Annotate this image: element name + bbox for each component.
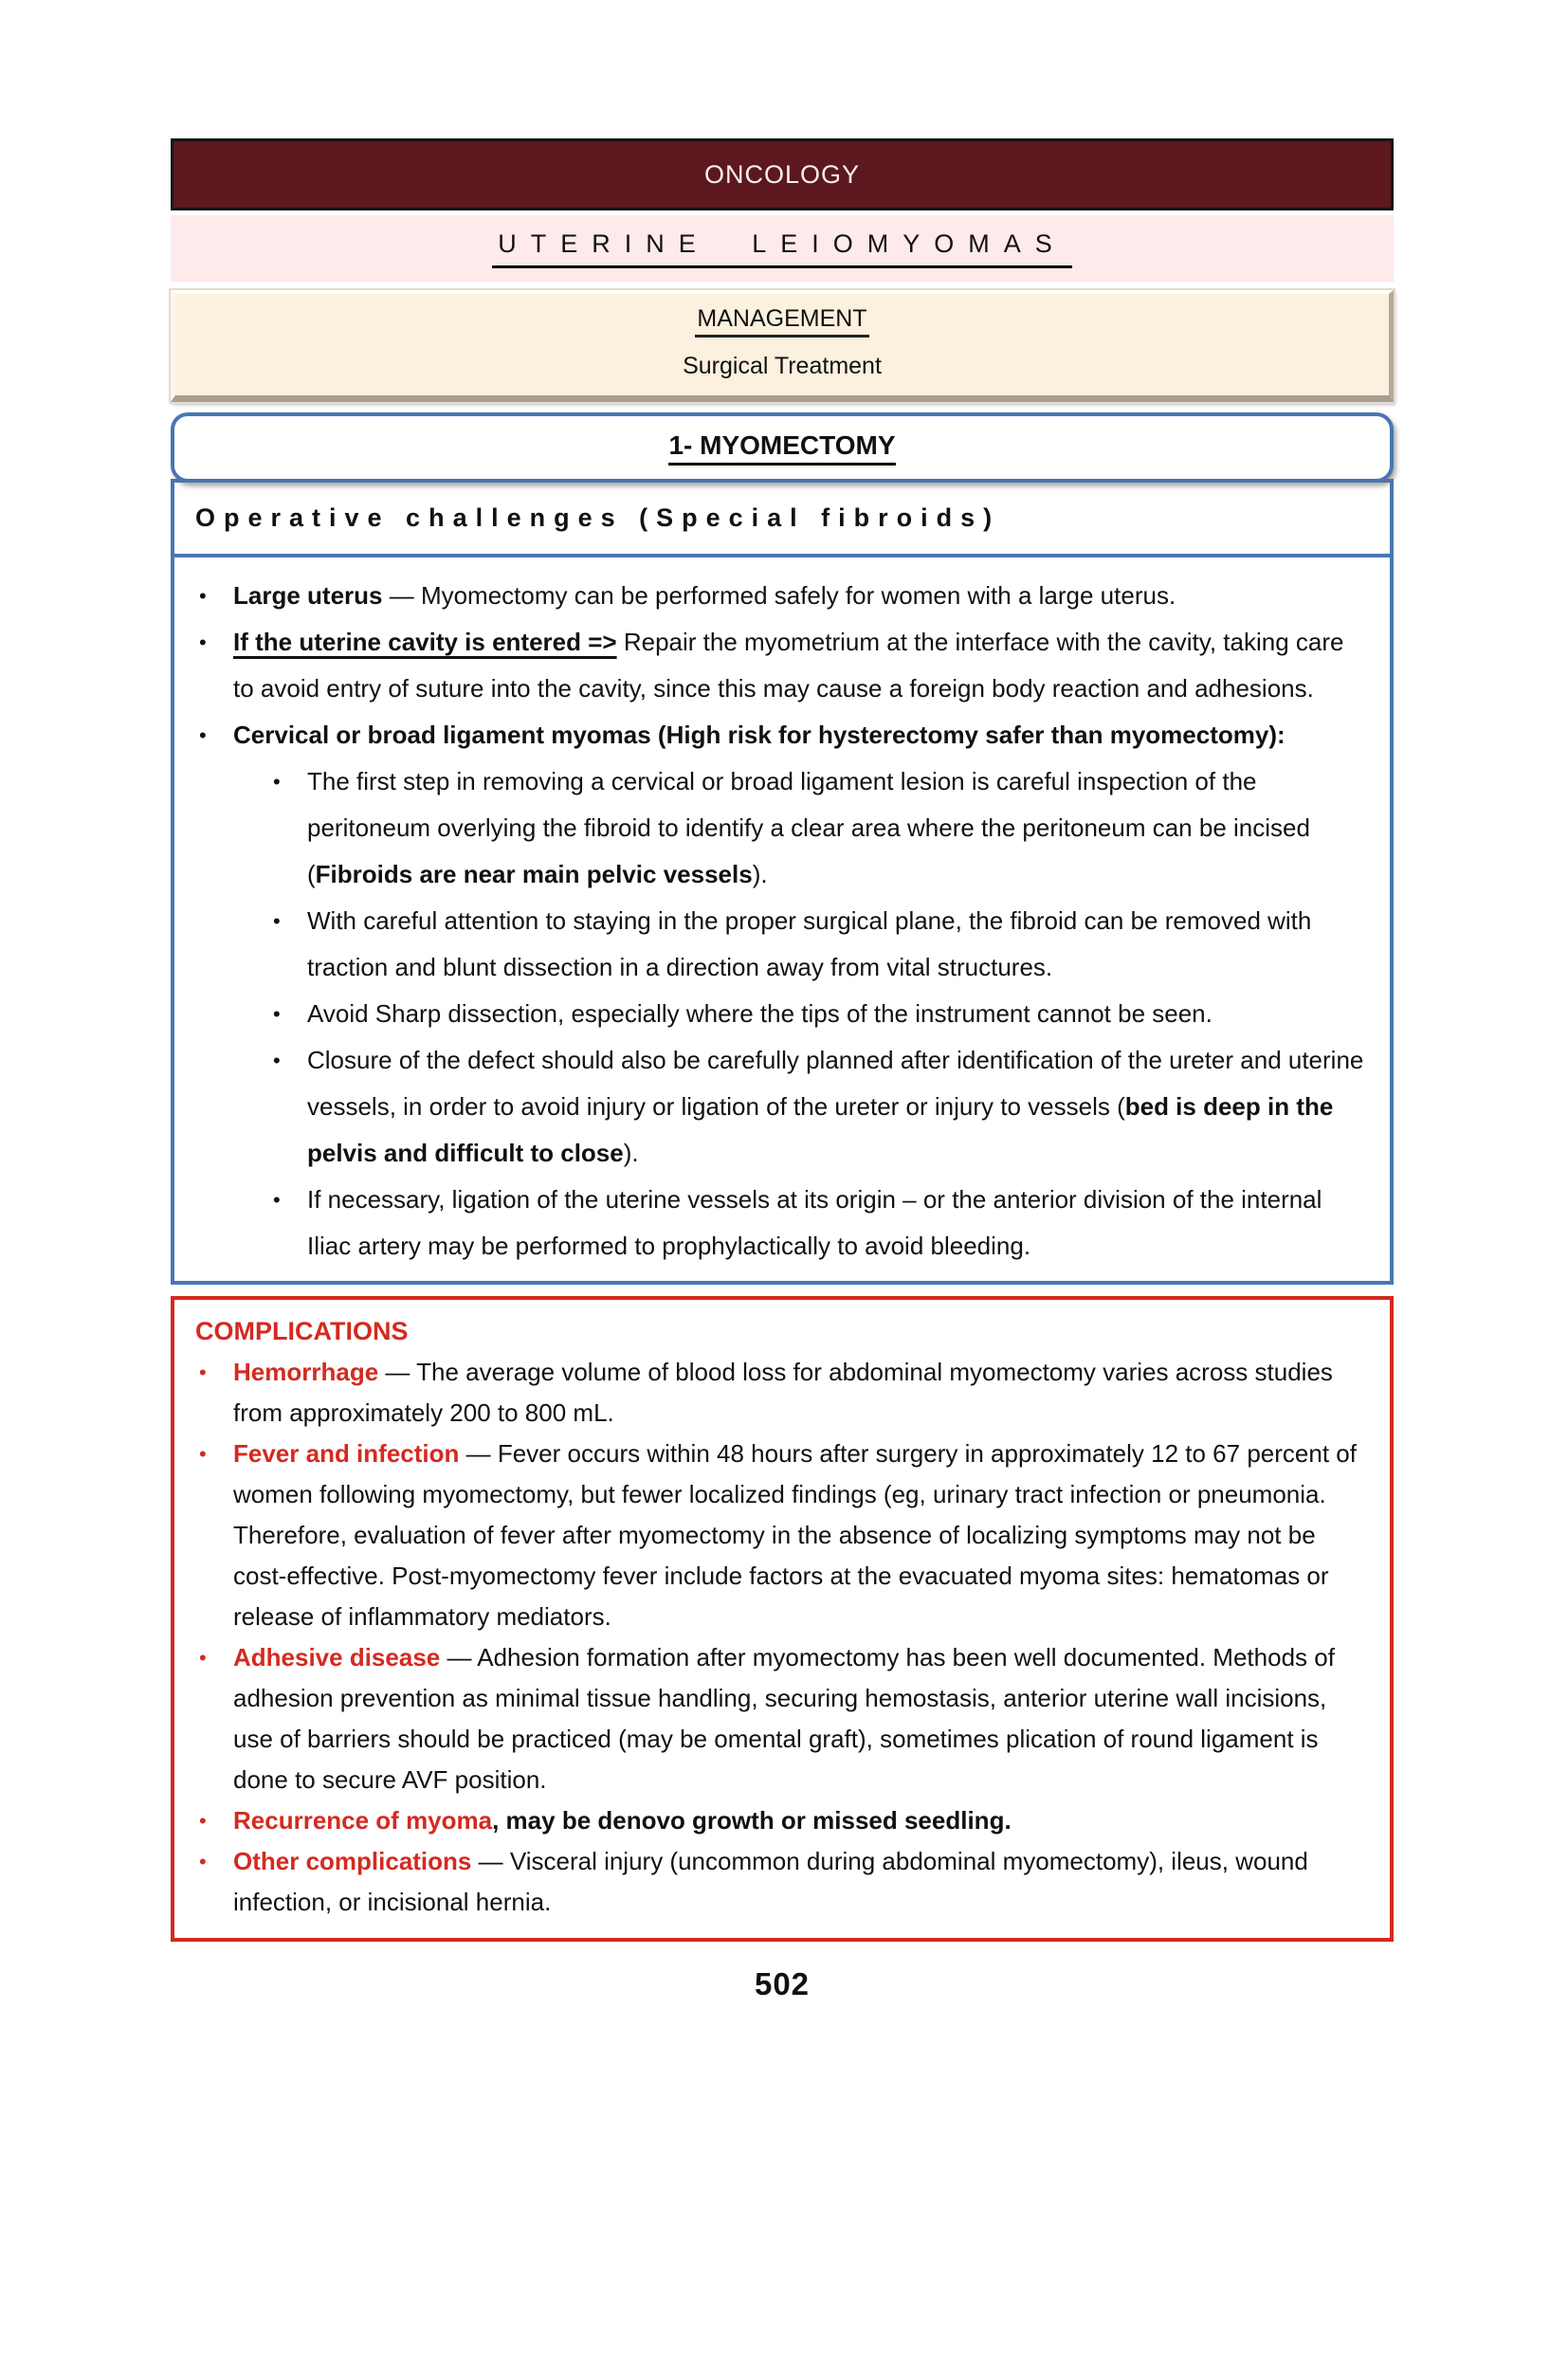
list-item-text: Cervical or broad ligament myomas (High risk for hysterectomy safer than myomectomy): (233, 721, 1285, 749)
list-item (269, 1037, 1369, 1177)
complications-heading: COMPLICATIONS (195, 1317, 409, 1345)
list-item (195, 1637, 1369, 1800)
subsection-title: Surgical Treatment (683, 353, 882, 379)
management-box (171, 290, 1394, 402)
section-title: MANAGEMENT (695, 305, 868, 338)
list-item-text: Large uterus — Myomectomy can be performed safely for women with a large uterus. (233, 581, 1176, 610)
bullet-icon: • (273, 770, 281, 794)
list-item-text: Avoid Sharp dissection, especially where the tips of the instrument cannot be seen. (307, 999, 1212, 1028)
bullet-icon: • (273, 1002, 281, 1026)
category-title: ONCOLOGY (703, 159, 861, 189)
list-item-text: Closure of the defect should also be carefully planned after identification of the ureter and uterine vessels, in order to avoid injury or ligation of the ureter or injury to vessels (bed is deep in the pelvis and difficult to close). (307, 1046, 1364, 1167)
list-item-text: With careful attention to staying in the proper surgical plane, the fibroid can be removed with traction and blunt dissection in a direction away from vital structures. (307, 906, 1312, 981)
list-item (269, 991, 1369, 1037)
myomectomy-heading: 1- MYOMECTOMY (668, 430, 895, 466)
list-item (195, 1352, 1369, 1434)
myomectomy-heading-box (171, 412, 1394, 483)
list-item-text: The first step in removing a cervical or broad ligament lesion is careful inspection of the peritoneum overlying the fibroid to identify a clear area where the peritoneum can be incised (Fibroids are near main pelvic vessels). (307, 767, 1310, 888)
bullet-icon: • (273, 1188, 281, 1212)
list-item (195, 573, 1369, 619)
list-item (195, 1800, 1369, 1841)
bullet-icon: • (199, 1850, 207, 1873)
complications-list (195, 1352, 1369, 1923)
operative-challenges-box (171, 479, 1394, 557)
list-item (195, 1434, 1369, 1637)
bullet-icon: • (199, 1809, 207, 1833)
topic-title: UTERINE LEIOMYOMAS (492, 229, 1072, 268)
bullet-icon: • (199, 1361, 207, 1384)
bullet-icon: • (199, 1442, 207, 1466)
category-header-bar (171, 138, 1394, 210)
list-item (269, 1177, 1369, 1269)
list-item-text: Hemorrhage — The average volume of blood loss for abdominal myomectomy varies across studies from approximately 200 to 800 mL. (233, 1358, 1333, 1427)
list-item-text: Recurrence of myoma, may be denovo growth or missed seedling. (233, 1806, 1012, 1835)
bullet-icon: • (199, 723, 207, 747)
operative-challenges-content-box (171, 554, 1394, 1285)
operative-challenges-heading: Operative challenges (Special fibroids) (195, 503, 1001, 532)
complications-box (171, 1296, 1394, 1942)
list-item (195, 712, 1369, 758)
list-item-text: If the uterine cavity is entered => Repair the myometrium at the interface with the cavity, taking care to avoid entry of suture into the cavity, since this may cause a foreign body reaction and adhesions. (233, 628, 1344, 703)
bullet-icon: • (273, 909, 281, 933)
list-item-text: If necessary, ligation of the uterine vessels at its origin – or the anterior division of the internal Iliac artery may be performed to prophylactically to avoid bleeding. (307, 1185, 1322, 1260)
list-item-text: Fever and infection — Fever occurs within 48 hours after surgery in approximately 12 to 67 percent of women following myomectomy, but fewer localized findings (eg, urinary tract infection or pneumonia. Therefore, evaluation of fever after myomectomy in the absence of localizing symptoms may not be cost-effective. Post-myomectomy fever include factors at the evacuated myoma sites: hematomas or release of inflammatory mediators. (233, 1439, 1357, 1631)
list-item (195, 1841, 1369, 1923)
list-item (269, 898, 1369, 991)
document-page (171, 138, 1394, 2002)
topic-band (171, 215, 1394, 282)
bullet-icon: • (273, 1049, 281, 1072)
page-number: 502 (754, 1966, 811, 2001)
list-item-text: Adhesive disease — Adhesion formation after myomectomy has been well documented. Methods of adhesion prevention as minimal tissue handling, securing hemostasis, anterior uterine wall incisions, use of barriers should be practiced (may be omental graft), sometimes plication of round ligament is done to secure AVF position. (233, 1643, 1335, 1794)
list-item-text: Other complications — Visceral injury (uncommon during abdominal myomectomy), ileus, wound infection, or incisional hernia. (233, 1847, 1308, 1916)
bullet-icon: • (199, 1646, 207, 1670)
list-item (195, 619, 1369, 712)
bullet-icon: • (199, 584, 207, 608)
operative-challenges-list (195, 573, 1369, 1269)
bullet-icon: • (199, 630, 207, 654)
list-item (269, 758, 1369, 898)
